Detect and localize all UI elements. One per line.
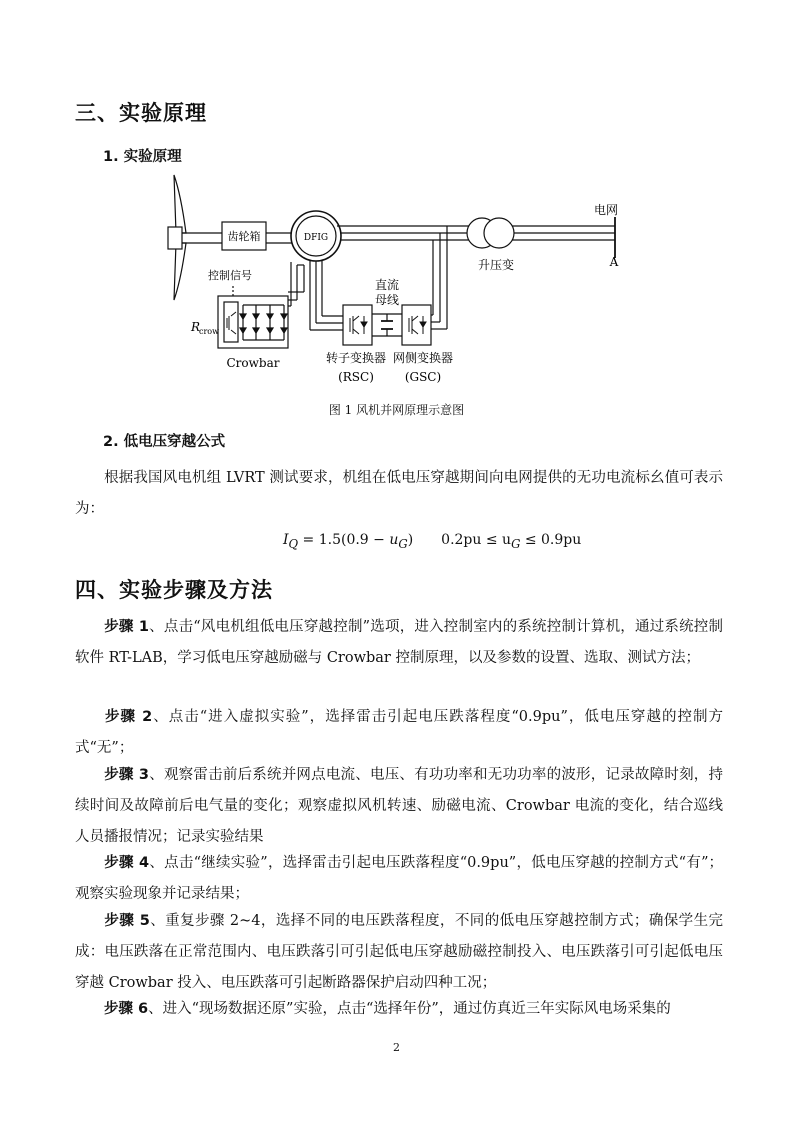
step-4: 步骤 4、点击“继续实验”，选择雷击引起电压跌落程度“0.9pu”，低电压穿越的控制方式“有”；观察实验现象并记录结果； xyxy=(75,855,724,902)
dfig-label: DFIG xyxy=(303,233,329,243)
point-a-label: A xyxy=(609,255,619,269)
gearbox-label: 齿轮箱 xyxy=(227,230,261,243)
step-6: 步骤 6、进入“现场数据还原”实验，点击“选择年份”，通过仿真近三年实际风电场采集的 xyxy=(104,1001,671,1017)
step-3: 步骤 3、观察雷击前后系统并网点电流、电压、有功功率和无功功率的波形，记录故障时刻，持续时间及故障前后电气量的变化；观察虚拟风机转速、励磁电流、Crowbar 电流的变化，结合巡线人员播报情况；记录实验结果 xyxy=(75,767,724,845)
lvrt-paragraph: 根据我国风电机组 LVRT 测试要求，机组在低电压穿越期间向电网提供的无功电流标幺值可表示为： xyxy=(75,470,723,517)
subsection-2-heading: 2. 低电压穿越公式 xyxy=(103,434,226,450)
transformer-label: 升压变 xyxy=(477,258,515,272)
dc-bus-label-1: 直流 xyxy=(374,278,400,292)
section-4-heading: 四、实验步骤及方法 xyxy=(75,578,273,602)
subsection-1-heading: 1. 实验原理 xyxy=(103,149,182,165)
step-2: 步骤 2、点击“进入虚拟实验”，选择雷击引起电压跌落程度“0.9pu”，低电压穿越的控制方式“无”； xyxy=(75,709,723,756)
rsc-label: 转子变换器 xyxy=(325,351,387,365)
r-crow-label: R xyxy=(191,320,201,334)
lvrt-formula: $I_Q = 1.5(0.9 - u_G) 0.2pu \le u_G \le 0.9pu$ xyxy=(283,532,582,551)
gsc-label: 网侧变换器 xyxy=(392,351,454,365)
gsc-abbrev: (GSC) xyxy=(404,370,442,384)
step-1: 步骤 1、点击“风电机组低电压穿越控制”选项，进入控制室内的系统控制计算机，通过系统控制软件 RT-LAB，学习低电压穿越励磁与 Crowbar 控制原理，以及参数的设置、选取、测试方法； xyxy=(75,619,724,666)
control-signal-label: 控制信号 xyxy=(208,269,252,282)
figure-caption: 图 1 风机并网原理示意图 xyxy=(328,403,465,417)
wind-turbine-grid-diagram xyxy=(0,0,793,400)
crowbar-label: Crowbar xyxy=(226,356,280,370)
grid-label: 电网 xyxy=(593,203,619,217)
r-crow-subscript: crow xyxy=(199,327,219,336)
dc-bus-label-2: 母线 xyxy=(374,293,400,307)
section-3-heading: 三、实验原理 xyxy=(75,101,207,125)
step-5: 步骤 5、重复步骤 2~4，选择不同的电压跌落程度，不同的低电压穿越控制方式；确保学生完成：电压跌落在正常范围内、电压跌落引可引起低电压穿越励磁控制投入、电压跌落引可引起低电压穿越 Crowbar 投入、电压跌落可引起断路器保护启动四种工况； xyxy=(75,913,723,991)
page-number: 2 xyxy=(393,1041,400,1054)
rsc-abbrev: (RSC) xyxy=(338,370,374,384)
